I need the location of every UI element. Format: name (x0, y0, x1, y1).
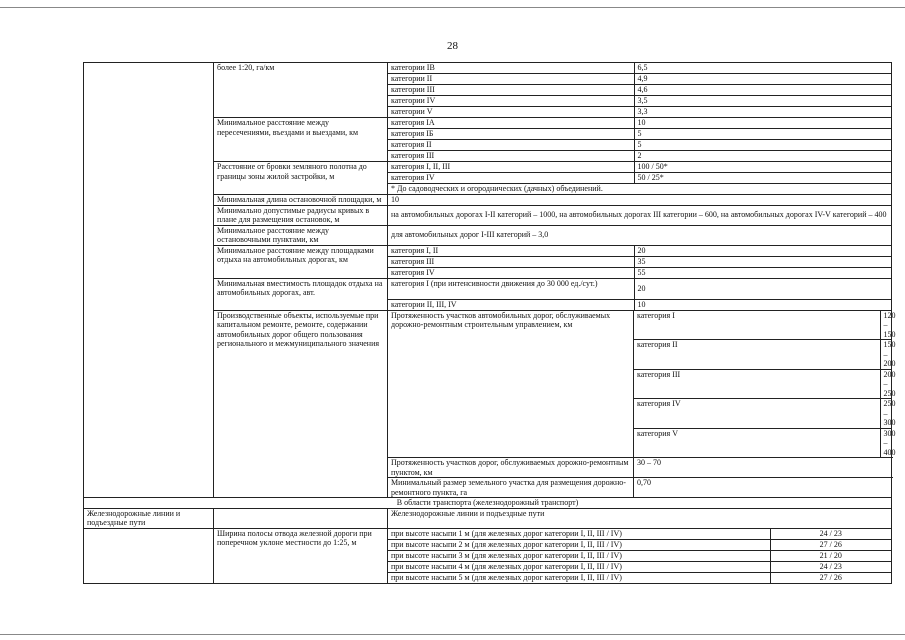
param-cell: Минимально допустимые радиусы кривых в плане для размещения остановок, м (214, 205, 388, 225)
item-name: категории III (388, 85, 634, 96)
item-value: 3,5 (634, 96, 891, 107)
item-name: категории V (391, 107, 433, 116)
item-value: 21 / 20 (770, 550, 891, 561)
item-name: категория II (634, 340, 880, 370)
footnote: * До садоводческих и огороднических (дачных) объединений. (391, 184, 603, 193)
subtable-cell (388, 528, 892, 583)
item-value: 6,5 (634, 63, 891, 74)
item-value: 50 / 25* (634, 173, 891, 184)
item-value: 4,6 (634, 85, 891, 96)
item-name: категория III (391, 151, 435, 160)
object-cell-empty (84, 528, 214, 583)
item-value: 27 / 26 (770, 539, 891, 550)
item-name: категории IВ (388, 63, 634, 74)
item-value: 5 (634, 140, 891, 151)
item-name: категория V (637, 428, 678, 438)
item-value: 20 (634, 279, 891, 300)
value-cell: 30 – 70 (634, 458, 892, 478)
item-name: категория I (при интенсивности движения до 30 000 ед./сут.) (388, 279, 634, 300)
item-value: 24 / 23 (770, 561, 891, 572)
item-value: 35 (634, 256, 891, 267)
item-name: при высоте насыпи 4 м (для железных дорог категории I, II, III / IV) (388, 561, 770, 572)
item-value: 100 / 50* (634, 162, 891, 173)
subtable-cell (388, 278, 892, 310)
item-value: 4,9 (634, 74, 891, 85)
subtable-cell (388, 245, 892, 278)
item-value: 55 (634, 267, 891, 278)
item-name: категория I (634, 311, 880, 340)
param-cell: Минимальный размер земельного участка для размещения дорожно-ремонтного пункта, га (388, 478, 634, 498)
param-cell: Минимальная вместимость площадок отдыха на автомобильных дорогах, авт. (214, 278, 388, 310)
item-name: категории IV (388, 96, 634, 107)
item-value: 27 / 26 (770, 572, 891, 583)
value-cell: 0,70 (634, 478, 892, 498)
item-value: 10 (634, 299, 891, 310)
section-row (84, 498, 892, 509)
param-cell: Протяженность участков дорог, обслуживаемых дорожно-ремонтным пунктом, км (388, 458, 634, 478)
subtable-cell (388, 118, 892, 162)
page-number: 28 (447, 40, 458, 52)
subtable-cell (388, 63, 892, 118)
param-cell: Ширина полосы отвода железной дороги при поперечном уклоне местности до 1:25, м (214, 528, 388, 583)
item-name: категория III (634, 369, 880, 399)
table-row (84, 63, 892, 118)
item-name: категория IV (634, 399, 880, 429)
item-value: 10 (634, 118, 891, 129)
item-name: категория III (388, 256, 634, 267)
param-cell: более 1:20, га/км (214, 63, 388, 118)
item-name: категории II, III, IV (391, 299, 457, 309)
item-value: 150 – 200 (880, 340, 891, 370)
param-cell: Расстояние от бровки земляного полотна до границы зоны жилой застройки, м (214, 162, 388, 195)
item-value: 250 – 300 (880, 399, 891, 429)
item-value: 24 / 23 (770, 529, 891, 540)
value-cell: Железнодорожные линии и подъездные пути (388, 508, 892, 528)
item-value: 120 – 150 (880, 311, 891, 340)
scan-edge-bottom (0, 634, 905, 635)
param-cell: Протяженность участков автомобильных дорог, обслуживаемых дорожно-ремонтным строительным управлением, км (388, 310, 634, 458)
param-cell: Минимальное расстояние между площадками отдыха на автомобильных дорогах, км (214, 245, 388, 278)
object-cell-empty (84, 63, 214, 498)
object-cell: Железнодорожные линии и подъездные пути (84, 508, 214, 528)
object-cell: Производственные объекты, используемые при капитальном ремонте, ремонте, содержании автомобильных дорог общего пользования регионального и межмуниципального значения (214, 310, 388, 498)
item-name: категория II (388, 140, 634, 151)
subtable-cell (388, 162, 892, 195)
section-title: В области транспорта (железнодорожный транспорт) (84, 498, 892, 509)
item-value: 5 (634, 129, 891, 140)
item-name: категория IА (388, 118, 634, 129)
item-value: 20 (634, 246, 891, 257)
param-cell: Минимальное расстояние между пересечениями, въездами и выездами, км (214, 118, 388, 162)
item-name: при высоте насыпи 5 м (для железных дорог категории I, II, III / IV) (391, 572, 622, 582)
item-name: категории II (388, 74, 634, 85)
value-cell: 10 (388, 195, 892, 206)
item-name: категория I, II (388, 246, 634, 257)
item-name: категория IV (391, 267, 435, 277)
table-row (84, 508, 892, 528)
param-cell: Минимальная длина остановочной площадки, м (214, 195, 388, 206)
item-name: категория IV (388, 173, 634, 184)
subtable-cell (634, 310, 896, 458)
item-name: категория I, II, III (388, 162, 634, 173)
item-value: 200 – 250 (880, 369, 891, 399)
item-name: при высоте насыпи 3 м (для железных дорог категории I, II, III / IV) (388, 550, 770, 561)
table-row (84, 528, 892, 583)
scan-edge-top (0, 7, 905, 8)
value-cell: для автомобильных дорог I-III категорий – 3,0 (388, 225, 892, 245)
item-name: при высоте насыпи 1 м (для железных дорог категории I, II, III / IV) (388, 529, 770, 540)
value-cell: на автомобильных дорогах I-II категорий – 1000, на автомобильных дорогах III категории – 600, на автомобильных дорогах IV-V категорий – 400 (388, 205, 892, 225)
param-cell-empty (214, 508, 388, 528)
norms-table (83, 62, 896, 584)
param-cell: Минимальное расстояние между остановочными пунктами, км (214, 225, 388, 245)
item-value: 2 (634, 151, 891, 162)
item-name: категория IБ (388, 129, 634, 140)
item-value: 300 – 400 (880, 428, 891, 457)
item-value: 3,3 (634, 107, 891, 118)
item-name: при высоте насыпи 2 м (для железных дорог категории I, II, III / IV) (388, 539, 770, 550)
